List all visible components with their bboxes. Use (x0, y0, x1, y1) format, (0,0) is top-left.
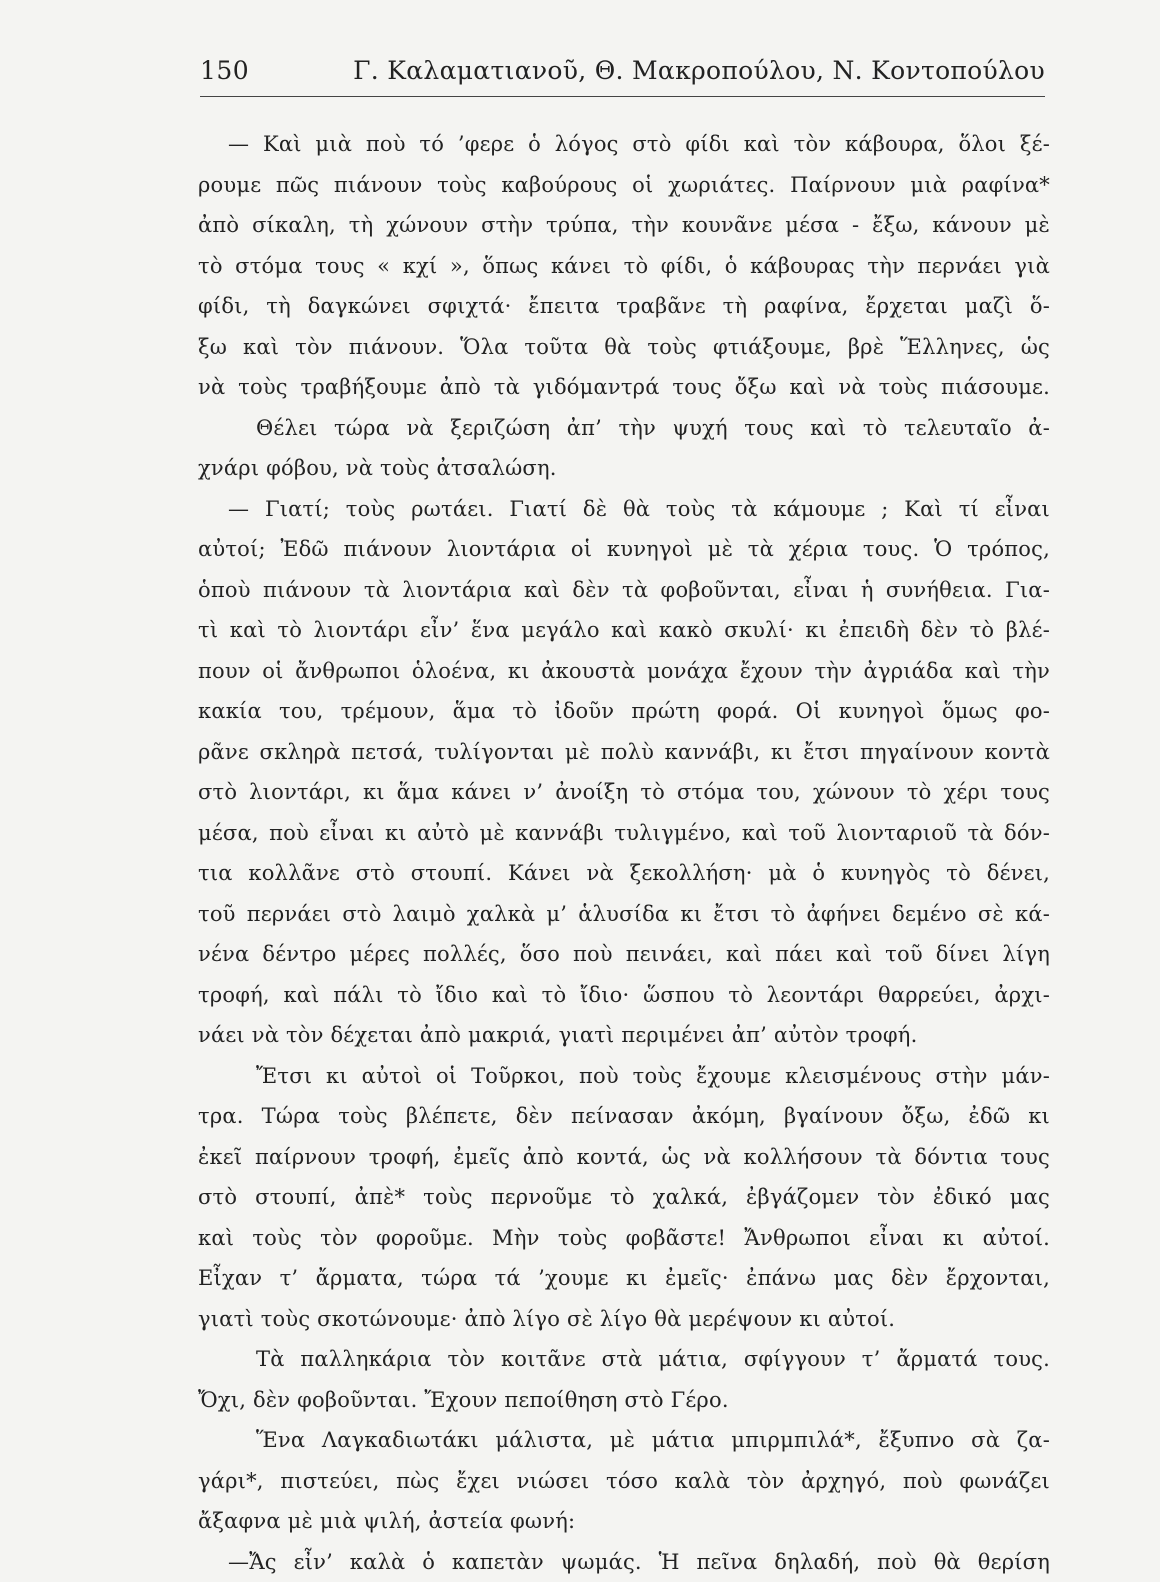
header-rule (200, 96, 1045, 97)
text-line: ρουμε πῶς πιάνουν τοὺς καβούρους οἱ χωριάτες. Παίρνουν μιὰ ραφίνα* (198, 165, 1050, 206)
text-line: — Γιατί; τοὺς ρωτάει. Γιατί δὲ θὰ τοὺς τὰ κάμουμε ; Καὶ τί εἶναι (198, 489, 1050, 530)
text-line: ὁποὺ πιάνουν τὰ λιοντάρια καὶ δὲν τὰ φοβοῦνται, εἶναι ἡ συνήθεια. Για- (198, 570, 1050, 611)
text-line: Θέλει τώρα νὰ ξεριζώση ἀπ’ τὴν ψυχή τους καὶ τὸ τελευταῖο ἀ- (198, 408, 1050, 449)
text-line: τια κολλᾶνε στὸ στουπί. Κάνει νὰ ξεκολλήση· μὰ ὁ κυνηγὸς τὸ δένει, (198, 853, 1050, 894)
text-line: — Καὶ μιὰ ποὺ τό ’φερε ὁ λόγος στὸ φίδι καὶ τὸν κάβουρα, ὅλοι ξέ- (198, 124, 1050, 165)
text-line: στὸ στουπί, ἀπὲ* τοὺς περνοῦμε τὸ χαλκά, ἐβγάζομεν τὸν ἐδικό μας (198, 1177, 1050, 1218)
text-line: νάει νὰ τὸν δέχεται ἀπὸ μακριά, γιατὶ περιμένει ἀπ’ αὐτὸν τροφή. (198, 1015, 1050, 1056)
text-line: ἄξαφνα μὲ μιὰ ψιλή, ἀστεία φωνή: (198, 1501, 1050, 1542)
body-text (198, 124, 1050, 1582)
running-head: Γ. Καλαματιανοῦ, Θ. Μακροπούλου, Ν. Κοντοπούλου (353, 56, 1045, 85)
text-line: τοῦ περνάει στὸ λαιμὸ χαλκὰ μ’ ἁλυσίδα κι ἔτσι τὸ ἀφήνει δεμένο σὲ κά- (198, 894, 1050, 935)
text-line: χνάρι φόβου, νὰ τοὺς ἀτσαλώση. (198, 448, 1050, 489)
text-line: γιατὶ τοὺς σκοτώνουμε· ἀπὸ λίγο σὲ λίγο θὰ μερέψουν κι αὐτοί. (198, 1299, 1050, 1340)
text-line: νένα δέντρο μέρες πολλές, ὅσο ποὺ πεινάει, καὶ πάει καὶ τοῦ δίνει λίγη (198, 934, 1050, 975)
text-line: Ἔτσι κι αὐτοὶ οἱ Τοῦρκοι, ποὺ τοὺς ἔχουμε κλεισμένους στὴν μάν- (198, 1056, 1050, 1097)
text-line: φίδι, τὴ δαγκώνει σφιχτά· ἔπειτα τραβᾶνε τὴ ραφίνα, ἔρχεται μαζὶ ὅ- (198, 286, 1050, 327)
text-line: νὰ τοὺς τραβήξουμε ἀπὸ τὰ γιδόμαντρά τους ὄξω καὶ νὰ τοὺς πιάσουμε. (198, 367, 1050, 408)
text-line: Τὰ παλληκάρια τὸν κοιτᾶνε στὰ μάτια, σφίγγουν τ’ ἄρματά τους. (198, 1339, 1050, 1380)
text-line: ξω καὶ τὸν πιάνουν. Ὅλα τοῦτα θὰ τοὺς φτιάξουμε, βρὲ Ἕλληνες, ὡς (198, 327, 1050, 368)
text-line: πουν οἱ ἄνθρωποι ὁλοένα, κι ἀκουστὰ μονάχα ἔχουν τὴν ἀγριάδα καὶ τὴν (198, 651, 1050, 692)
page-number: 150 (200, 56, 249, 85)
text-line: μέσα, ποὺ εἶναι κι αὐτὸ μὲ καννάβι τυλιγμένο, καὶ τοῦ λιονταριοῦ τὰ δόν- (198, 813, 1050, 854)
text-line: Ὄχι, δὲν φοβοῦνται. Ἔχουν πεποίθηση στὸ Γέρο. (198, 1380, 1050, 1421)
page-header (200, 56, 1045, 96)
text-line: τὸ στόμα τους « κχί », ὅπως κάνει τὸ φίδι, ὁ κάβουρας τὴν περνάει γιὰ (198, 246, 1050, 287)
text-line: τροφή, καὶ πάλι τὸ ἴδιο καὶ τὸ ἴδιο· ὥσπου τὸ λεοντάρι θαρρεύει, ἀρχι- (198, 975, 1050, 1016)
text-line: αὐτοί; Ἐδῶ πιάνουν λιοντάρια οἱ κυνηγοὶ μὲ τὰ χέρια τους. Ὁ τρόπος, (198, 529, 1050, 570)
text-line: τὶ καὶ τὸ λιοντάρι εἶν’ ἕνα μεγάλο καὶ κακὸ σκυλί· κι ἐπειδὴ δὲν τὸ βλέ- (198, 610, 1050, 651)
text-line: κακία του, τρέμουν, ἅμα τὸ ἰδοῦν πρώτη φορά. Οἱ κυνηγοὶ ὅμως φο- (198, 691, 1050, 732)
text-line: καὶ τοὺς τὸν φοροῦμε. Μὴν τοὺς φοβᾶστε! Ἄνθρωποι εἶναι κι αὐτοί. (198, 1218, 1050, 1259)
text-line: Ἕνα Λαγκαδιωτάκι μάλιστα, μὲ μάτια μπιρμπιλά*, ἔξυπνο σὰ ζα- (198, 1420, 1050, 1461)
text-line: γάρι*, πιστεύει, πὼς ἔχει νιώσει τόσο καλὰ τὸν ἀρχηγό, ποὺ φωνάζει (198, 1461, 1050, 1502)
text-line: ρᾶνε σκληρὰ πετσά, τυλίγονται μὲ πολὺ καννάβι, κι ἔτσι πηγαίνουν κοντὰ (198, 732, 1050, 773)
text-line: ἀπὸ σίκαλη, τὴ χώνουν στὴν τρύπα, τὴν κουνᾶνε μέσα - ἔξω, κάνουν μὲ (198, 205, 1050, 246)
text-line: —Ἄς εἶν’ καλὰ ὁ καπετὰν ψωμάς. Ἡ πεῖνα δηλαδή, ποὺ θὰ θερίση (198, 1542, 1050, 1582)
text-line: στὸ λιοντάρι, κι ἅμα κάνει ν’ ἀνοίξη τὸ στόμα του, χώνουν τὸ χέρι τους (198, 772, 1050, 813)
text-line: ἐκεῖ παίρνουν τροφή, ἐμεῖς ἀπὸ κοντά, ὡς νὰ κολλήσουν τὰ δόντια τους (198, 1137, 1050, 1178)
text-line: Εἶχαν τ’ ἄρματα, τώρα τά ’χουμε κι ἐμεῖς· ἐπάνω μας δὲν ἔρχονται, (198, 1258, 1050, 1299)
text-line: τρα. Τώρα τοὺς βλέπετε, δὲν πείνασαν ἀκόμη, βγαίνουν ὄξω, ἐδῶ κι (198, 1096, 1050, 1137)
